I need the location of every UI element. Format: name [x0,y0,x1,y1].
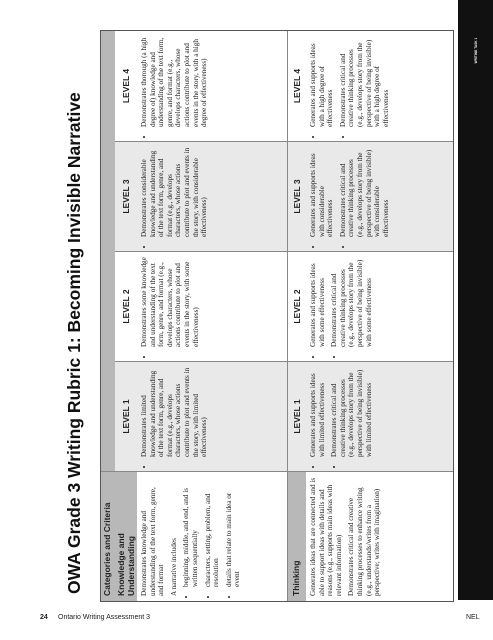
level-header: LEVEL 1 [115,361,137,471]
level-header: LEVEL 2 [288,251,306,361]
criteria-text: Demonstrates critical and creative thinking processes to enhance writing (e.g., understands/writes from a perspective; writes with imagination) [347,487,382,596]
criteria-header: Categories and Criteria [101,471,115,601]
level-cell [306,361,453,471]
level-header: LEVEL 3 [115,141,137,251]
level-cell [137,31,287,141]
criteria-cell [306,471,453,601]
section-header-row [288,31,306,601]
rubric-row [137,31,288,601]
level-cell [137,251,287,361]
level-header: LEVEL 3 [288,141,306,251]
section-title: Knowledge and Understanding [115,471,137,601]
level-header: LEVEL 4 [292,68,302,104]
criteria-bullet: • characters, setting, problem, and resolution [204,477,221,587]
descriptor-text: • Demonstrates some knowledge and understanding of the text form, genre, and format (e.g., develops characters, whose actions contribute to plot and events in the story, with some effectiveness) [140,257,200,347]
side-tab-label [468,30,484,70]
descriptor-text: • Demonstrates limited knowledge and understanding of the text form, genre, and format (e.g., develops characters, whose actions contribute to plot and events in the story, with limited effectiveness) [140,367,209,457]
level-cell [306,141,453,251]
level-header: LEVEL 1 [288,361,306,471]
descriptor-text: • Demonstrates considerable knowledge and understanding of the text form, genre, and format (e.g., develops characters, whose actions contribute to plot and events in the story, with considerable effectiveness) [140,147,209,237]
level-header: LEVEL 2 [115,251,137,361]
criteria-bullet: • details that relate to main idea or event [225,477,242,587]
page-footer [0,614,493,628]
level-cell [137,141,287,251]
descriptor-text: • Demonstrates thorough (a high degree of) knowledge and understanding of the text form, genre, and format (e.g., develops characters, whose actions contribute to plot and events in the story, with a high degree of effectiveness) [140,36,209,127]
level-cell [306,31,453,141]
descriptor-text: • Demonstrates critical and creative thinking processes (e.g., develops story from the perspective of being invisible) with limited effectiveness [330,367,373,457]
table-header-row [101,31,115,601]
page-number: 24 [40,614,48,621]
level-header: LEVEL 4 [121,68,131,104]
side-tab [458,0,493,600]
descriptor-text: • Demonstrates critical and creative thinking processes (e.g., develops story from the perspective of being invisible) with a high degree of effectiveness [339,36,391,127]
section-title: Thinking [288,471,306,601]
criteria-text: Demonstrates knowledge and understanding of the text form, genre, and format [140,487,166,596]
descriptor-text: • Generates and supports ideas with some effectiveness [309,257,326,347]
criteria-text: Generates ideas that are connected and is able to support ideas with details and reasons (e.g., supports main ideas with relevant information) [309,477,343,596]
publication-name: Ontario Writing Assessment 3 [58,614,151,621]
rubric-page [64,30,454,602]
criteria-cell [137,471,287,601]
descriptor-text: • Generates and supports ideas with limited effectiveness [309,367,326,457]
descriptor-text: • Generates and supports ideas with a high degree of effectiveness [309,36,335,127]
section-header-row [115,31,137,601]
page-title: OWA Grade 3 Writing Rubric 1: Becoming Invisible Narrative [64,92,84,594]
descriptor-text: • Generates and supports ideas with considerable effectiveness [309,147,335,237]
criteria-bullet: • beginning, middle, and end, and is written sequentially [182,477,199,587]
rubric-row [306,31,453,601]
descriptor-text: • Demonstrates critical and creative thinking processes (e.g., develops story from the perspective of being invisible) with considerable effectiveness [339,147,391,237]
svg-text:WRITING TASK 1: WRITING TASK 1 [474,37,478,64]
criteria-text: A narrative includes [169,538,178,596]
descriptor-text: • Demonstrates critical and creative thinking processes (e.g., develops story from the perspective of being invisible) with some effectiveness [330,257,373,347]
publisher-mark: NEL [466,614,480,621]
rubric-table [100,30,454,602]
level-cell [137,361,287,471]
level-cell [306,251,453,361]
